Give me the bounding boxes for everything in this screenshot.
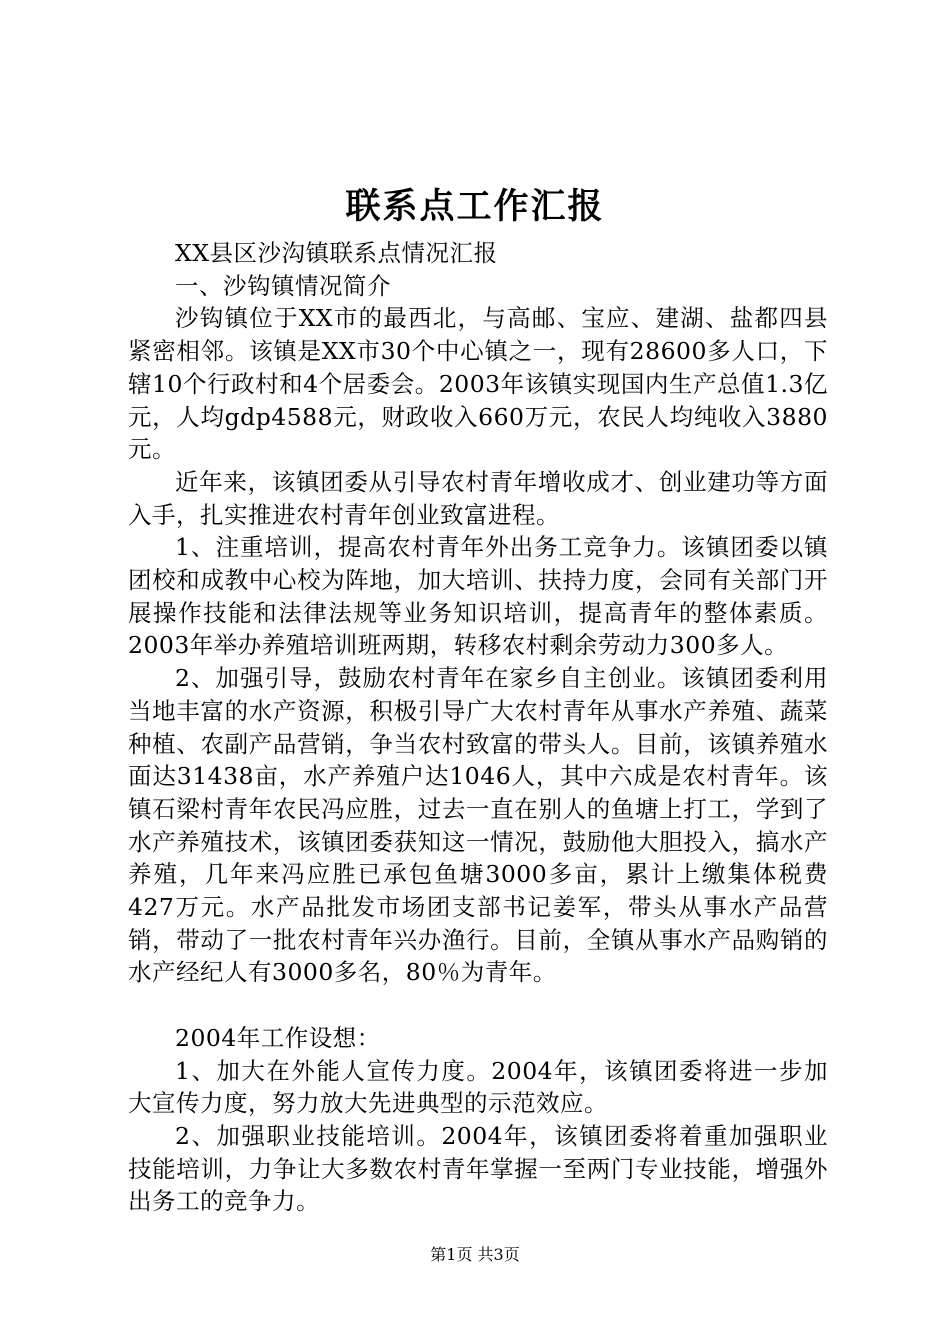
paragraph-town-intro: 沙钩镇位于XX市的最西北，与高邮、宝应、建湖、盐都四县紧密相邻。该镇是XX市30个中心镇之一，现有28600多人口，下辖10个行政村和4个居委会。2003年该镇实现国内生产总值1.3亿元，人均gdp4588元，财政收入660万元，农民人均纯收入3880元。 <box>128 304 828 464</box>
paragraph-item-training: 1、注重培训，提高农村青年外出务工竞争力。该镇团委以镇团校和成教中心校为阵地，加大培训、扶持力度，会同有关部门开展操作技能和法律法规等业务知识培训，提高青年的整体素质。2003年举办养殖培训班两期，转移农村剩余劳动力300多人。 <box>128 533 828 660</box>
document-title: 联系点工作汇报 <box>345 186 605 227</box>
paragraph-section-heading: 一、沙钩镇情况简介 <box>175 271 391 300</box>
paragraph-plan-item-1: 1、加大在外能人宣传力度。2004年，该镇团委将进一步加大宣传力度，努力放大先进典型的示范效应。 <box>128 1056 828 1118</box>
paragraph-recent-years: 近年来，该镇团委从引导农村青年增收成才、创业建功等方面入手，扎实推进农村青年创业致富进程。 <box>128 467 828 529</box>
page-number-footer: 第1页 共3页 <box>430 1245 520 1264</box>
paragraph-item-guidance: 2、加强引导，鼓励农村青年在家乡自主创业。该镇团委利用当地丰富的水产资源，积极引导广大农村青年从事水产养殖、蔬菜种植、农副产品营销，争当农村致富的带头人。目前，该镇养殖水面达31438亩，水产养殖户达1046人，其中六成是农村青年。该镇石梁村青年农民冯应胜，过去一直在别人的鱼塘上打工，学到了水产养殖技术，该镇团委获知这一情况，鼓励他大胆投入，搞水产养殖，几年来冯应胜已承包鱼塘3000多亩，累计上缴集体税费427万元。水产品批发市场团支部书记姜军，带头从事水产品营销，带动了一批农村青年兴办渔行。目前，全镇从事水产品购销的水产经纪人有3000多名，80％为青年。 <box>128 664 828 987</box>
paragraph-plan-item-2: 2、加强职业技能培训。2004年，该镇团委将着重加强职业技能培训，力争让大多数农村青年掌握一至两门专业技能，增强外出务工的竞争力。 <box>128 1121 828 1216</box>
paragraph-report-heading: XX县区沙沟镇联系点情况汇报 <box>175 239 498 267</box>
paragraph-plan-heading: 2004年工作设想： <box>175 1023 381 1052</box>
document-body <box>128 237 828 1218</box>
